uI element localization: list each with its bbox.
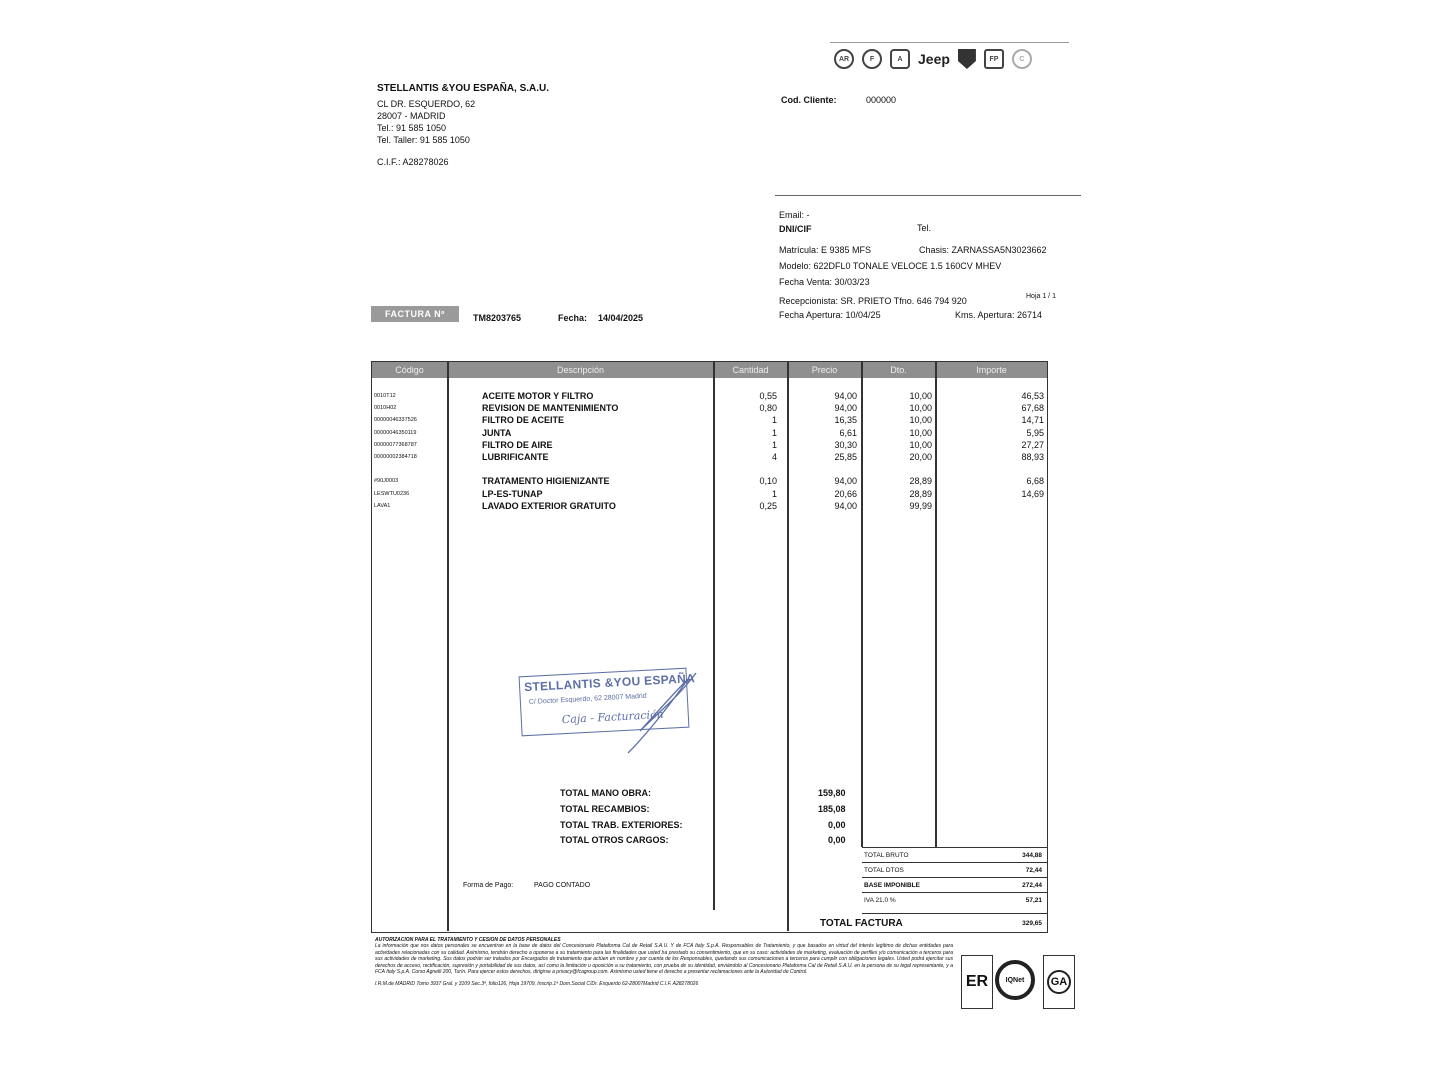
cell-code: 00000002384718 (374, 454, 417, 460)
cell-amount: 14,69 (1021, 488, 1044, 499)
cell-dto: 10,00 (909, 391, 932, 401)
cell-desc: REVISION DE MANTENIMIENTO (482, 403, 619, 414)
cell-price: 94,00 (834, 403, 857, 414)
invoice-document (355, 30, 1085, 1070)
cell-desc: LAVADO EXTERIOR GRATUITO (482, 500, 616, 511)
cell-qty: 1 (771, 488, 777, 499)
vat-row (862, 892, 1048, 907)
stamp-department: Caja - Facturación (561, 707, 665, 727)
total-external-label: TOTAL TRAB. EXTERIORES: (560, 820, 683, 830)
cell-desc: JUNTA (482, 427, 512, 438)
legal-notice (375, 937, 953, 988)
cell-dto: 10,00 (909, 427, 932, 438)
total-parts-value: 185,08 (818, 804, 846, 814)
brand-logos (830, 42, 1069, 75)
signature (610, 665, 710, 760)
stamp-title: STELLANTIS &YOU ESPAÑA (523, 671, 696, 695)
table-row (372, 439, 1049, 451)
cell-desc: LUBRIFICANTE (482, 452, 549, 462)
sale-date: Fecha Venta: 30/03/23 (779, 277, 870, 287)
vehicle-chassis: Chasis: ZARNASSA5N3023662 (919, 245, 1047, 255)
lancia-logo-icon (958, 49, 976, 69)
tax-base-row (862, 877, 1048, 892)
citroen-logo-icon: C (1012, 49, 1032, 69)
payment-label: Forma de Pago: (463, 882, 514, 889)
cell-amount: 5,95 (1026, 427, 1044, 438)
cell-code: 00000046350119 (374, 429, 417, 436)
tax-base-label: BASE IMPONIBLE (864, 882, 920, 889)
total-labor-label: TOTAL MANO OBRA: (560, 788, 651, 798)
cell-amount: 27,27 (1021, 439, 1044, 450)
header-code: Código (372, 362, 448, 378)
cell-dto: 10,00 (909, 403, 932, 414)
cell-dto: 28,89 (909, 476, 932, 487)
legal-title: AUTORIZACION PARA EL TRATAMIENTO Y CESION DE DATOS PERSONALES (375, 937, 561, 943)
cell-code: 0010T12 (374, 393, 396, 399)
gross-row (862, 847, 1048, 862)
invoice-date-label: Fecha: (558, 313, 588, 323)
cell-amount: 6,68 (1026, 476, 1044, 487)
invoice-number: TM8203765 (473, 313, 522, 323)
vehicle-plate: Matrícula: E 9385 MFS (779, 245, 872, 255)
gross-value: 344,88 (1022, 852, 1042, 859)
receptionist: Recepcionista: SR. PRIETO Tfno. 646 794 920 (779, 296, 967, 306)
cell-qty: 0,10 (759, 476, 777, 487)
cell-qty: 1 (771, 439, 777, 450)
payment-value: PAGO CONTADO (534, 882, 591, 889)
header-description: Descripción (448, 362, 714, 378)
cell-price: 94,00 (834, 391, 857, 401)
cell-qty: 1 (771, 415, 777, 426)
cell-code: 00000077368787 (374, 441, 417, 448)
table-row (372, 414, 1049, 426)
cell-dto: 28,89 (909, 488, 932, 499)
table-row (372, 500, 1049, 512)
invoice-total-value: 329,65 (1022, 920, 1042, 927)
cell-code: 00000046337526 (374, 417, 417, 424)
company-tel: Tel.: 91 585 1050 (377, 123, 447, 133)
cell-price: 16,35 (834, 415, 857, 426)
invoice-date: 14/04/2025 (598, 313, 644, 323)
header-price: Precio (788, 362, 862, 378)
cell-dto: 20,00 (909, 452, 932, 462)
vat-label: IVA 21,0 % (864, 897, 896, 904)
invoice-label: FACTURA Nº (371, 306, 459, 322)
cell-code: LAVA1 (374, 502, 391, 509)
cell-dto: 99,99 (909, 500, 932, 511)
discounts-row (862, 862, 1048, 877)
cell-price: 94,00 (834, 476, 857, 487)
total-other-value: 0,00 (828, 835, 846, 845)
registry-info: I.R.M.de MADRID Tomo 3937 Gral. y 3109 Sec.3ª, folio126, Hoja 19709, Inscrip.1ª Dom.Social C/Dr. Esquerdo 62-28007Madrid C.I.F. A28278026 (375, 981, 699, 988)
cell-amount: 88,93 (1021, 452, 1044, 462)
fiat-logo-icon: F (862, 49, 882, 69)
jeep-logo: Jeep (918, 51, 950, 67)
company-name: STELLANTIS &YOU ESPAÑA, S.A.U. (377, 83, 550, 94)
totals-box (820, 847, 1048, 933)
opening-km: Kms. Apertura: 26714 (955, 310, 1043, 320)
company-city: 28007 - MADRID (377, 111, 446, 121)
cell-code: 0010H02 (374, 405, 397, 412)
cell-price: 94,00 (834, 500, 857, 511)
iqnet-cert-icon: IQNet (995, 960, 1035, 1000)
cell-desc: TRATAMENTO HIGIENIZANTE (482, 476, 610, 487)
vehicle-model: Modelo: 622DFL0 TONALE VELOCE 1.5 160CV MHEV (779, 261, 1002, 271)
table-row (372, 488, 1049, 500)
cell-qty: 0,25 (759, 500, 777, 511)
total-parts-label: TOTAL RECAMBIOS: (560, 804, 650, 814)
table-row (372, 475, 1049, 487)
client-tel: Tel. (917, 223, 932, 233)
ga-cert-icon: GA (1043, 955, 1075, 1009)
table-row (372, 402, 1049, 414)
gross-label: TOTAL BRUTO (864, 852, 909, 859)
cell-price: 6,61 (839, 427, 857, 438)
cell-amount: 46,53 (1021, 391, 1044, 401)
client-email: Email: - (779, 210, 810, 220)
client-code-label: Cod. Cliente: (781, 95, 837, 105)
total-other-label: TOTAL OTROS CARGOS: (560, 835, 669, 845)
cell-price: 25,85 (834, 452, 857, 462)
table-row (372, 451, 1049, 463)
cell-qty: 1 (771, 427, 777, 438)
company-cif: C.I.F.: A28278026 (377, 157, 449, 167)
alfa-romeo-logo-icon: AR (834, 49, 854, 69)
company-address: CL DR. ESQUERDO, 62 (377, 99, 476, 109)
er-cert-icon: ER (961, 955, 993, 1009)
cell-price: 30,30 (834, 439, 857, 450)
discounts-value: 72,44 (1025, 867, 1042, 874)
invoice-total-label: TOTAL FACTURA (820, 918, 903, 929)
total-labor-value: 159,80 (818, 788, 846, 798)
invoice-total-row (820, 913, 1048, 933)
cell-dto: 10,00 (909, 415, 932, 426)
header-discount: Dto. (862, 362, 936, 378)
tax-base-value: 272,44 (1022, 882, 1042, 889)
client-code-value: 000000 (866, 95, 897, 105)
legal-body: La información que nos datos personales se encuentran en la base de datos del Concesionario Plataforma Cal de Retail S.A.U. Y de FCA Italy S.p.A. Responsables de Tratamiento, y que basados en virtud del interés legítimo de dichas entidades para actividades relacionadas con su calidad. Asimismo, tendrán derecho a oponerse a su tratamiento para las finalidades que usted ha prestado su consentimiento, que en su caso: actividades de marketing, evaluación de perfiles y/o comunicación a terceros para sus actividades de marketing. Sus datos podrán ser tratados por Encargados de tratamiento que actúen en nombre y por cuenta de los Responsables, quedando sus comunicaciones a terceros para cumplir con obligaciones legales. Usted podrá ejercitar sus derechos de acceso, rectificación, supresión y portabilidad de sus datos, así como la limitación u oposición a su tratamiento, con prueba de su identidad, enviándolo al Concesionario Plataforma Cal de Retail S.A.U. en la persona de su legal representante, y a FCA Italy S.p.A. Corso Agnelli 200, Turín. Para ejercer estos derechos, dirigirse a privacy@fcagroup.com. Asimismo usted tiene el derecho a presentar reclamaciones ante la Autoridad de Control. (375, 943, 953, 976)
cell-dto: 10,00 (909, 439, 932, 450)
cell-qty: 4 (771, 452, 777, 462)
cell-amount: 67,68 (1021, 403, 1044, 414)
company-tel-taller: Tel. Taller: 91 585 1050 (377, 135, 470, 145)
total-external-value: 0,00 (828, 820, 846, 830)
cell-qty: 0,80 (759, 403, 777, 414)
cell-desc: FILTRO DE ACEITE (482, 415, 564, 426)
header-amount: Importe (936, 362, 1047, 378)
cell-desc: FILTRO DE AIRE (482, 439, 553, 450)
table-row (372, 427, 1049, 439)
cell-desc: ACEITE MOTOR Y FILTRO (482, 391, 594, 401)
line-items-table (371, 361, 1048, 933)
header-quantity: Cantidad (714, 362, 788, 378)
fiat-professional-logo-icon: FP (984, 49, 1004, 69)
discounts-label: TOTAL DTOS (864, 867, 904, 874)
divider (775, 195, 1081, 196)
client-dni: DNI/CIF (779, 224, 812, 234)
page-count: Hoja 1 / 1 (1026, 293, 1056, 300)
cell-code: LESWTU0236 (374, 490, 410, 497)
abarth-logo-icon: A (890, 49, 910, 69)
table-row (372, 463, 1049, 475)
cell-price: 20,66 (834, 488, 857, 499)
table-row (372, 390, 1049, 402)
cell-code: #90J0003 (374, 478, 399, 485)
stamp-address: C/ Doctor Esquerdo, 62 28007 Madrid (528, 692, 647, 706)
cell-qty: 0,55 (759, 391, 777, 401)
cell-desc: LP-ES-TUNAP (482, 488, 543, 499)
cell-amount: 14,71 (1021, 415, 1044, 426)
vat-value: 57,21 (1025, 897, 1042, 904)
opening-date: Fecha Apertura: 10/04/25 (779, 310, 881, 320)
